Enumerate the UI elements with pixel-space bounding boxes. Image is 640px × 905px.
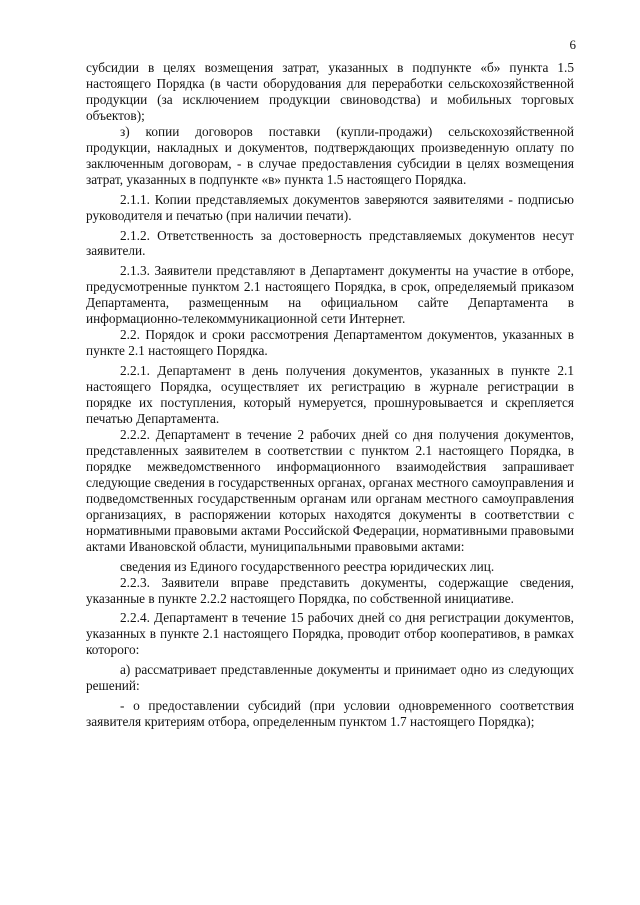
paragraph: з) копии договоров поставки (купли-продажи) сельскохозяйственной продукции, накладных и документов, подтверждающих произведенную оплату по заключенным договорам, - в случае предоставления субсидии в целях возмещения затрат, указанных в подпункте «в» пункта 1.5 настоящего Порядка. [86,123,574,187]
paragraph: 2.2. Порядок и сроки рассмотрения Департаментом документов, указанных в пункте 2.1 настоящего Порядка. [86,327,574,359]
paragraph: 2.1.1. Копии представляемых документов заверяются заявителями - подписью руководителя и печатью (при наличии печати). [86,191,574,223]
paragraph: субсидии в целях возмещения затрат, указанных в подпункте «б» пункта 1.5 настоящего Порядка (в части оборудования для переработки сельскохозяйственной продукции (за исключением продукции свиноводства) и мобильных торговых объектов); [86,60,574,123]
paragraph: 2.1.3. Заявители представляют в Департамент документы на участие в отборе, предусмотренные пунктом 2.1 настоящего Порядка, в срок, определяемый приказом Департамента, размещенным на официальном сайте Департамента в информационно-телекоммуникационной сети Интернет. [86,263,574,327]
paragraph: а) рассматривает представленные документы и принимает одно из следующих решений: [86,662,574,694]
paragraph: 2.2.1. Департамент в день получения документов, указанных в пункте 2.1 настоящего Порядка, осуществляет их регистрацию в журнале регистрации в порядке их поступления, который нумеруется, прошнуровывается и скрепляется печатью Департамента. [86,363,574,427]
paragraph: 2.2.3. Заявители вправе представить документы, содержащие сведения, указанные в пункте 2.2.2 настоящего Порядка, по собственной инициативе. [86,574,574,606]
document-body [86,60,574,730]
paragraph: 2.2.2. Департамент в течение 2 рабочих дней со дня получения документов, представленных заявителем в соответствии с пунктом 2.1 настоящего Порядка, в порядке межведомственного информационного взаимодействия запрашивает следующие сведения в государственных органах, органах местного самоуправления и подведомственных государственным органам или органам местного самоуправления организациях, в распоряжении которых находятся документы в соответствии с нормативными правовыми актами Российской Федерации, нормативными правовыми актами Ивановской области, муниципальными правовыми актами: [86,426,574,554]
paragraph: сведения из Единого государственного реестра юридических лиц. [120,558,495,574]
paragraph: - о предоставлении субсидий (при условии одновременного соответствия заявителя критериям отбора, определенным пунктом 1.7 настоящего Порядка); [86,698,574,730]
paragraph: 2.2.4. Департамент в течение 15 рабочих дней со дня регистрации документов, указанных в пункте 2.1 настоящего Порядка, проводит отбор кооперативов, в рамках которого: [86,610,574,658]
page-number: 6 [569,37,576,52]
paragraph: 2.1.2. Ответственность за достоверность представляемых документов несут заявители. [86,227,574,259]
